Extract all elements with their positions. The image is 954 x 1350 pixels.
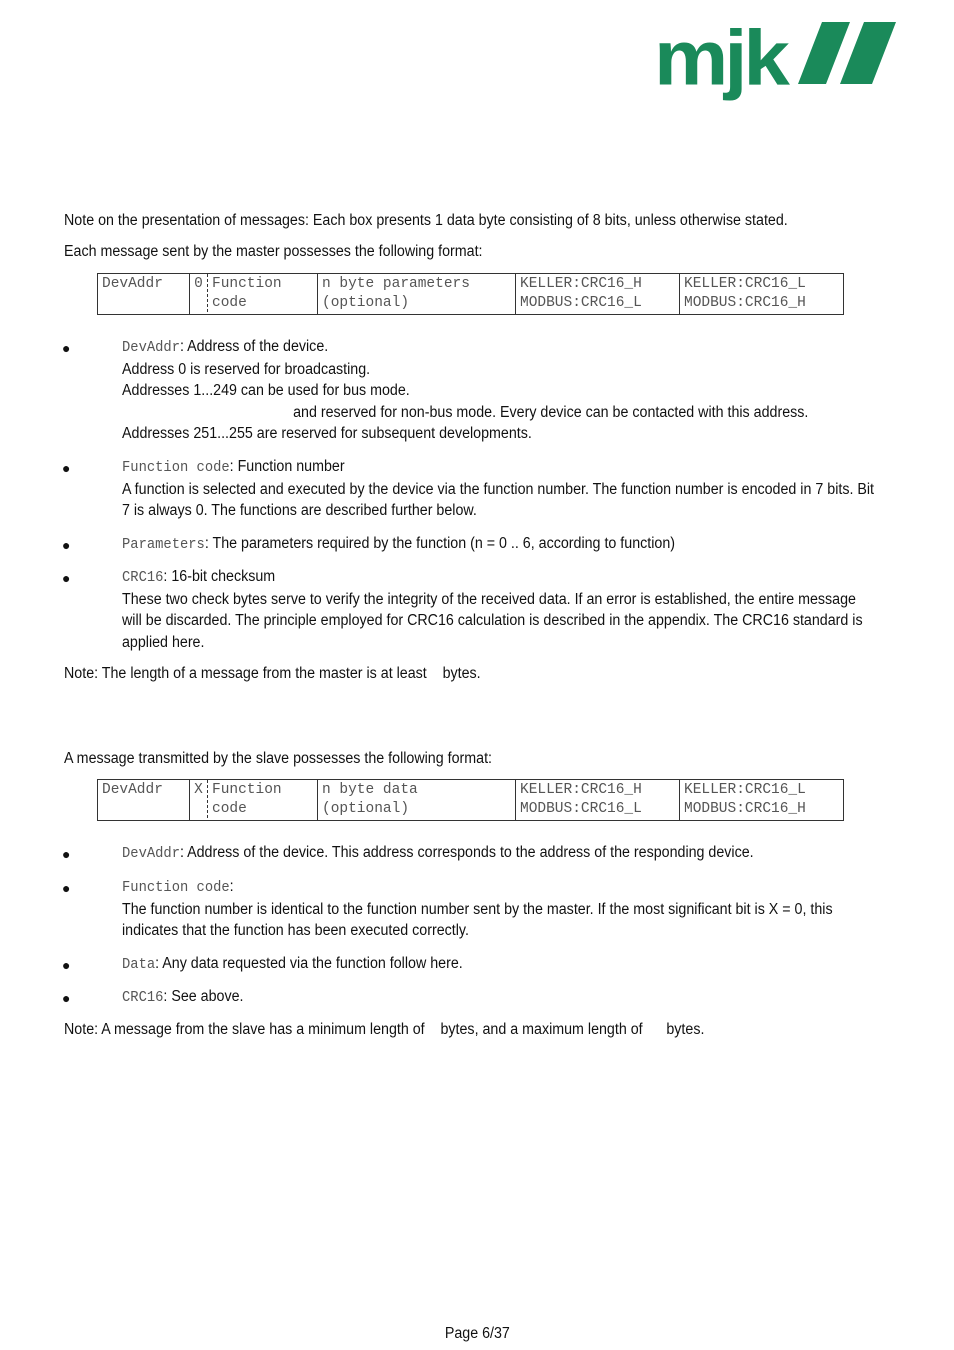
bit7-value: X — [190, 780, 208, 818]
bullet: ● — [62, 990, 71, 1006]
cell-devaddr: DevAddr — [98, 274, 190, 315]
list-item-crc16: CRC16: See above. — [122, 988, 244, 1006]
cell-crc-second: KELLER:CRC16_L MODBUS:CRC16_H — [680, 780, 844, 821]
page-number: Page 6/37 — [444, 1325, 510, 1342]
master-format-intro: Each message sent by the master possesses the following format: — [64, 243, 483, 260]
bullet: ● — [62, 846, 71, 862]
list-item-crc16: CRC16: 16-bit checksum These two check bytes serve to verify the integrity of the received data. If an error is established, the entire message will be discarded. The principle employed for CRC16 calculation is described in the appendix. The CRC16 standard is applied here. — [122, 568, 863, 651]
cell-parameters: n byte parameters (optional) — [318, 274, 516, 315]
logo-slash-1 — [798, 22, 850, 84]
logo-text: mjk — [654, 20, 786, 102]
cell-crc-first: KELLER:CRC16_H MODBUS:CRC16_L — [516, 780, 680, 821]
cell-function-code: X Function code — [190, 780, 318, 821]
cell-data: n byte data (optional) — [318, 780, 516, 821]
logo-slash-2 — [840, 22, 896, 84]
bullet: ● — [62, 537, 71, 553]
slave-length-note: Note: A message from the slave has a minimum length of bytes, and a maximum length of bytes. — [64, 1021, 705, 1038]
cell-crc-first: KELLER:CRC16_H MODBUS:CRC16_L — [516, 274, 680, 315]
slave-format-intro: A message transmitted by the slave possesses the following format: — [64, 750, 493, 767]
list-item-data: Data: Any data requested via the function follow here. — [122, 955, 463, 973]
page-footer — [0, 1325, 954, 1343]
list-item-parameters: Parameters: The parameters required by the function (n = 0 .. 6, according to function) — [122, 535, 676, 553]
cell-function-code: 0 Function code — [190, 274, 318, 315]
mjk-logo — [654, 20, 898, 116]
list-item-devaddr: DevAddr: Address of the device. Address 0 is reserved for broadcasting. Addresses 1...249 can be used for bus mode. and reserved for non-bus mode. Every device can be contacted with this address. Addresses 251...255 are reserved for subsequent developments. — [122, 338, 809, 442]
bit7-value: 0 — [190, 274, 208, 312]
master-message-table — [97, 273, 844, 315]
list-item-devaddr: DevAddr: Address of the device. This address corresponds to the address of the responding device. — [122, 844, 754, 862]
presentation-note: Note on the presentation of messages: Each box presents 1 data byte consisting of 8 bits, unless otherwise stated. — [64, 212, 788, 229]
cell-devaddr: DevAddr — [98, 780, 190, 821]
cell-crc-second: KELLER:CRC16_L MODBUS:CRC16_H — [680, 274, 844, 315]
bullet: ● — [62, 570, 71, 586]
bullet: ● — [62, 880, 71, 896]
bullet: ● — [62, 957, 71, 973]
slave-message-table — [97, 779, 844, 821]
bullet: ● — [62, 340, 71, 356]
master-length-note: Note: The length of a message from the master is at least bytes. — [64, 665, 481, 682]
list-item-function-code: Function code: The function number is identical to the function number sent by the master. If the most significant bit is X = 0, this indicates that the function has been executed correctly. — [122, 878, 833, 939]
bullet: ● — [62, 460, 71, 476]
list-item-function-code: Function code: Function number A function is selected and executed by the device via the function number. The function number is encoded in 7 bits. Bit 7 is always 0. The functions are described further below. — [122, 458, 875, 519]
